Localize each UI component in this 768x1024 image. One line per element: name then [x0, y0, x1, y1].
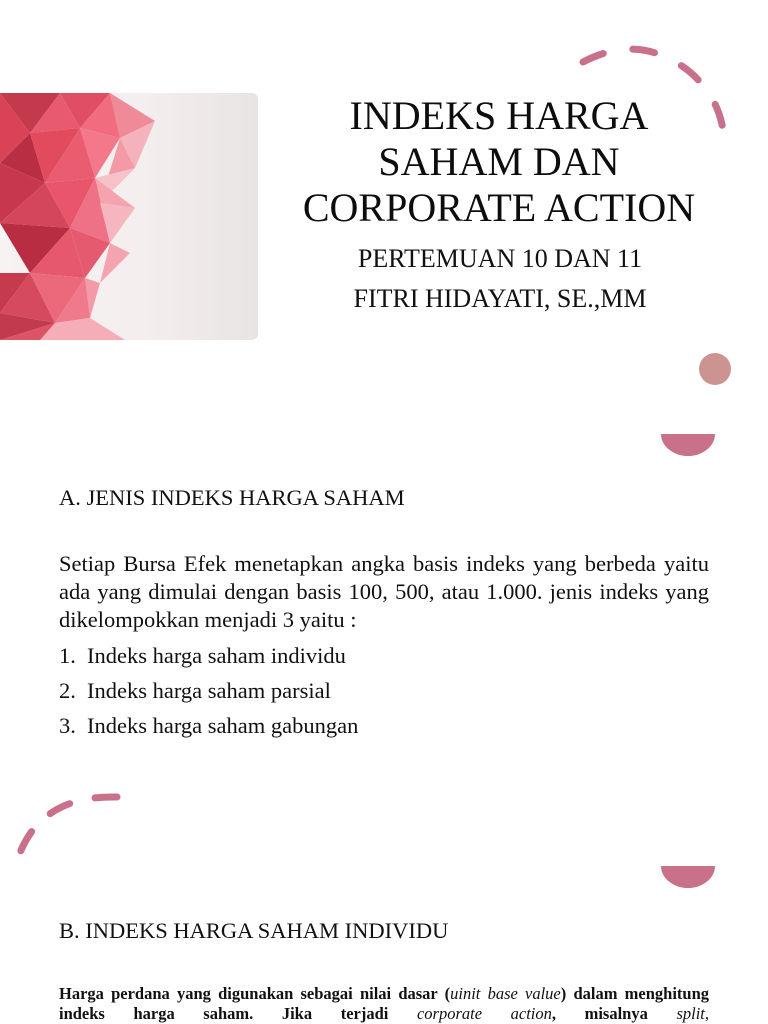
section-heading-b: B. INDEKS HARGA SAHAM INDIVIDU: [59, 918, 449, 943]
title-line: INDEKS HARGA: [349, 93, 649, 138]
paragraph-text: Harga perdana yang digunakan sebagai nilai dasar (: [59, 984, 451, 1003]
list-text: Indeks harga saham parsial: [87, 678, 331, 703]
section-heading-a: A. JENIS INDEKS HARGA SAHAM: [59, 485, 405, 510]
list-number: 3.: [59, 713, 76, 738]
meeting-subtitle: PERTEMUAN 10 DAN 11: [357, 244, 643, 273]
list-item: [59, 677, 709, 712]
list-text: Indeks harga saham individu: [87, 643, 346, 668]
paragraph-text: ) dalam menghitung indeks harga saham. Jika terjadi: [59, 984, 710, 1023]
title-line: CORPORATE ACTION: [302, 185, 696, 230]
title-slide: [0, 0, 768, 440]
dashed-arc-decoration: [18, 797, 117, 858]
list-number: 1.: [59, 643, 76, 668]
presentation-title: [270, 93, 728, 231]
definition-paragraph: [59, 984, 709, 1024]
author-subtitle: FITRI HIDAYATI, SE.,MM: [353, 284, 647, 313]
list-number: 2.: [59, 678, 76, 703]
paragraph-text: , misalnya: [551, 1004, 677, 1023]
list-text: Indeks harga saham gabungan: [87, 713, 359, 738]
list-item: [59, 642, 709, 677]
title-line: SAHAM DAN: [378, 139, 620, 184]
italic-term: uinit base value: [450, 984, 561, 1003]
index-type-list: [59, 642, 709, 747]
list-item: [59, 712, 709, 747]
italic-term: split,: [676, 1004, 710, 1023]
half-circle-decoration: [661, 866, 715, 888]
geometric-banner-image: [0, 93, 258, 340]
body-paragraph: Setiap Bursa Efek menetapkan angka basis indeks yang berbeda yaitu ada yang dimulai dengan basis 100, 500, atau 1.000. jenis indeks yang dikelompokkan menjadi 3 yaitu :: [59, 551, 709, 632]
italic-term: corporate action: [416, 1004, 552, 1023]
